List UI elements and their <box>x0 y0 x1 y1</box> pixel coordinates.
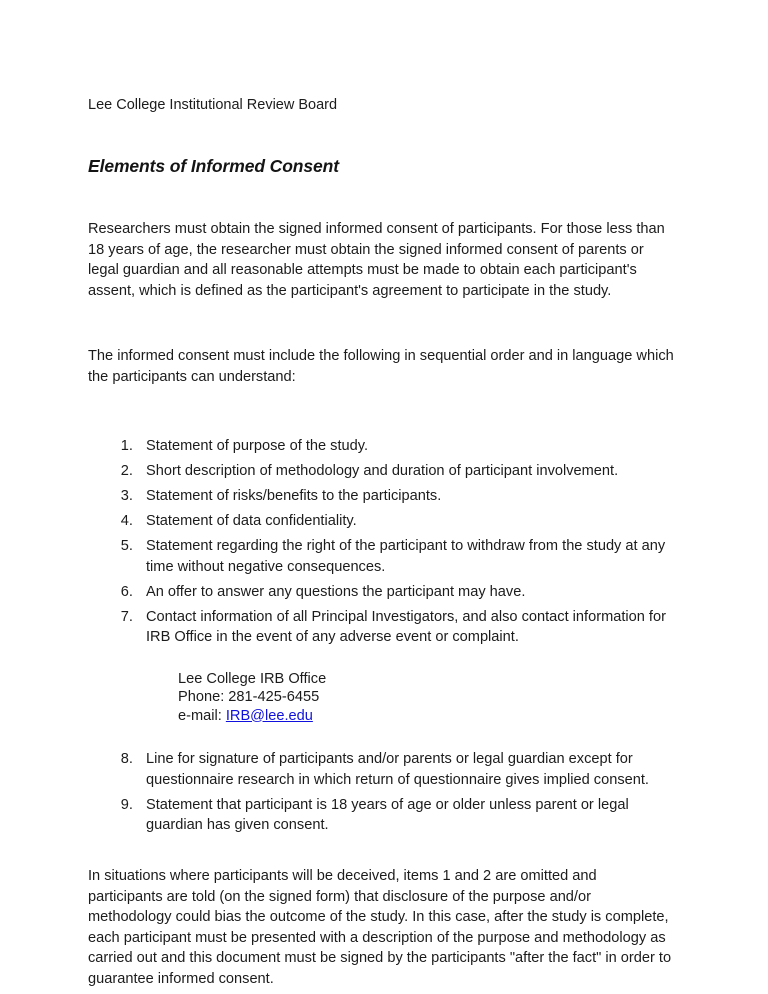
paragraph-spacer <box>88 324 675 346</box>
list-spacer <box>88 410 675 436</box>
intro-paragraph: Researchers must obtain the signed informed consent of participants. For those less than 18 years of age, the researcher must obtain the signed informed consent of parents or legal guardian and all reasonable attempts must be made to obtain each participant's assent, which is defined as the participant's agreement to participate in the study. <box>88 221 665 299</box>
consent-elements-list-part2 <box>88 749 675 836</box>
page-title: Elements of Informed Consent <box>88 156 339 176</box>
closing-spacer <box>88 840 675 866</box>
list-item: 8. Line for signature of participants and/or parents or legal guardian except for questionnaire research in which return of questionnaire gives implied consent. <box>137 749 675 790</box>
list-item: 7. Contact information of all Principal Investigators, and also contact information for IRB Office in the event of any adverse event or complaint. <box>137 607 675 648</box>
irb-office-name: Lee College IRB Office <box>178 670 327 687</box>
list-item: 3. Statement of risks/benefits to the participants. <box>137 486 675 507</box>
irb-email-link[interactable]: IRB@lee.edu <box>225 707 313 724</box>
list-item: 1. Statement of purpose of the study. <box>137 436 675 457</box>
list-item: 5. Statement regarding the right of the participant to withdraw from the study at any time without negative consequences. <box>137 536 675 577</box>
list-item: 2. Short description of methodology and duration of participant involvement. <box>137 461 675 482</box>
irb-phone: Phone: 281-425-6455 <box>178 689 320 705</box>
list-item: 9. Statement that participant is 18 years of age or older unless parent or legal guardian has given consent. <box>137 795 675 836</box>
document-header: Lee College Institutional Review Board <box>88 97 338 113</box>
closing-paragraph: In situations where participants will be deceived, items 1 and 2 are omitted and participants are told (on the signed form) that disclosure of the purpose and/or methodology could bias the outcome of the study. In this case, after the study is complete, each participant must be presented with a description of the purpose and methodology as carried out and this document must be signed by the participants "after the fact" in order to guarantee informed consent. <box>88 868 672 987</box>
list-item: 6. An offer to answer any questions the participant may have. <box>137 582 675 603</box>
lead-in-paragraph: The informed consent must include the following in sequential order and in language which the participants can understand: <box>88 348 674 385</box>
consent-elements-list-part1 <box>88 436 675 648</box>
irb-email-label: e-mail: <box>178 707 226 724</box>
list-item: 4. Statement of data confidentiality. <box>137 511 675 532</box>
irb-email-line <box>178 707 675 726</box>
irb-contact-block <box>178 670 675 726</box>
